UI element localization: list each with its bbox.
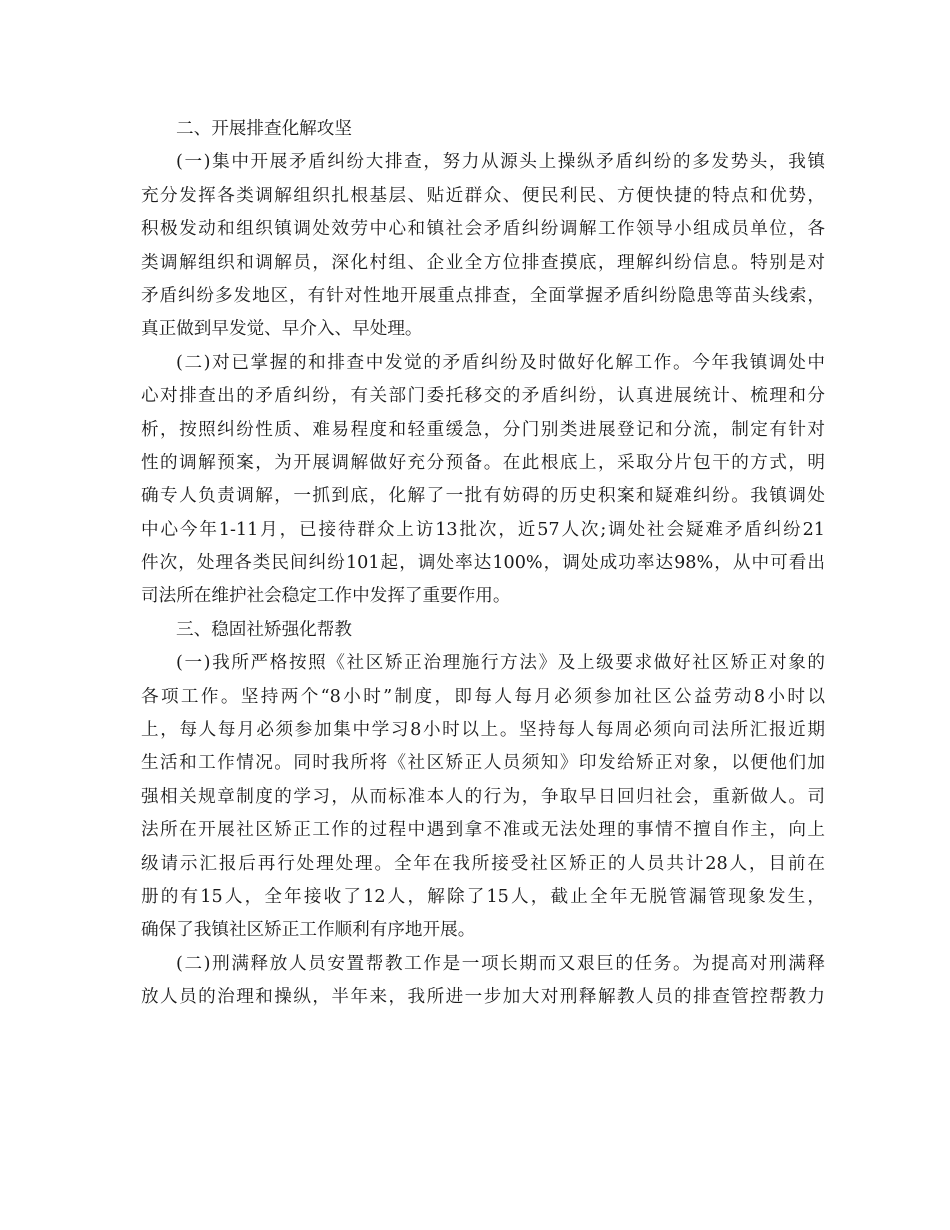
paragraph-line: 各项工作。坚持两个“8小时”制度，即每人每月必须参加社区公益劳动8小时以	[141, 686, 825, 707]
paragraph-line: (二)刑满释放人员安置帮教工作是一项长期而又艰巨的任务。为提高对刑满释	[176, 953, 825, 974]
paragraph-line: (一)我所严格按照《社区矫正治理施行方法》及上级要求做好社区矫正对象的	[176, 653, 825, 674]
paragraph-line: 上，每人每月必须参加集中学习8小时以上。坚持每人每周必须向司法所汇报近期	[141, 720, 825, 741]
paragraph-line: 积极发动和组织镇调处效劳中心和镇社会矛盾纠纷调解工作领导小组成员单位，各	[141, 219, 825, 240]
paragraph-line: 件次，处理各类民间纠纷101起，调处率达100%，调处成功率达98%，从中可看出	[141, 553, 825, 574]
paragraph-line: (二)对已掌握的和排查中发觉的矛盾纠纷及时做好化解工作。今年我镇调处中	[176, 352, 825, 373]
paragraph-line: 充分发挥各类调解组织扎根基层、贴近群众、便民利民、方便快捷的特点和优势，	[141, 185, 825, 206]
paragraph-line: 确专人负责调解，一抓到底，化解了一批有妨碍的历史积案和疑难纠纷。我镇调处	[141, 486, 825, 507]
paragraph-line: 强相关规章制度的学习，从而标准本人的行为，争取早日回归社会，重新做人。司	[141, 786, 825, 807]
paragraph-line: 矛盾纠纷多发地区，有针对性地开展重点排查，全面掌握矛盾纠纷隐患等苗头线索，	[141, 285, 825, 306]
paragraph-line: 放人员的治理和操纵，半年来，我所进一步加大对刑释解教人员的排查管控帮教力	[141, 987, 825, 1008]
paragraph-line: 中心今年1-11月，已接待群众上访13批次，近57人次;调处社会疑难矛盾纠纷21	[141, 519, 825, 540]
paragraph-line: 确保了我镇社区矫正工作顺利有序地开展。	[141, 920, 476, 941]
paragraph-line: 类调解组织和调解员，深化村组、企业全方位排查摸底，理解纠纷信息。特别是对	[141, 252, 825, 273]
paragraph-line: (一)集中开展矛盾纠纷大排查，努力从源头上操纵矛盾纠纷的多发势头，我镇	[176, 152, 825, 173]
paragraph-line: 级请示汇报后再行处理处理。全年在我所接受社区矫正的人员共计28人，目前在	[141, 853, 825, 874]
paragraph-line: 司法所在维护社会稳定工作中发挥了重要作用。	[141, 586, 511, 607]
section-heading-2: 二、开展排查化解攻坚	[176, 119, 352, 139]
document-body	[141, 113, 825, 1015]
paragraph-line: 册的有15人，全年接收了12人，解除了15人，截止全年无脱管漏管现象发生，	[141, 886, 825, 907]
paragraph-line: 生活和工作情况。同时我所将《社区矫正人员须知》印发给矫正对象，以便他们加	[141, 753, 825, 774]
paragraph-line: 析，按照纠纷性质、难易程度和轻重缓急，分门别类进展登记和分流，制定有针对	[141, 419, 825, 440]
paragraph-line: 法所在开展社区矫正工作的过程中遇到拿不准或无法处理的事情不擅自作主，向上	[141, 820, 825, 841]
paragraph-line: 心对排查出的矛盾纠纷，有关部门委托移交的矛盾纠纷，认真进展统计、梳理和分	[141, 386, 825, 407]
paragraph-line: 性的调解预案，为开展调解做好充分预备。在此根底上，采取分片包干的方式，明	[141, 452, 825, 473]
section-heading-3: 三、稳固社矫强化帮教	[176, 619, 352, 640]
paragraph-line: 真正做到早发觉、早介入、早处理。	[141, 319, 423, 340]
